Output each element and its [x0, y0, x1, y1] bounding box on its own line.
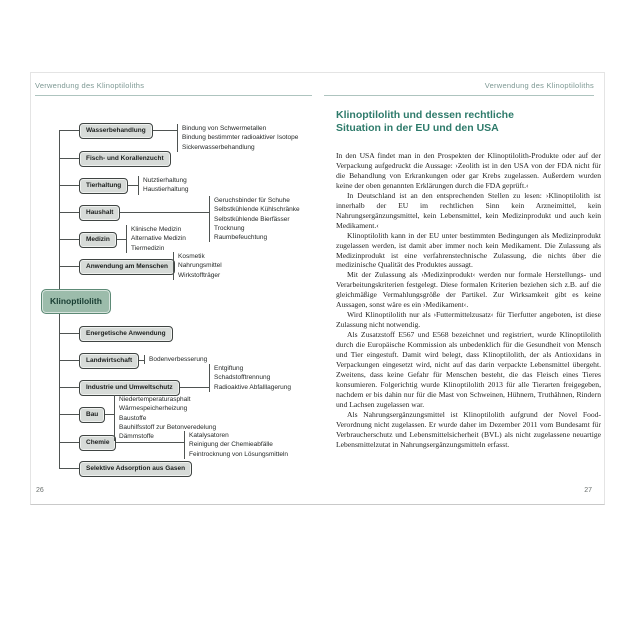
applications-diagram: [31, 73, 318, 506]
diagram-leaf-item: Tiermedizin: [131, 244, 165, 252]
diagram-leaf-item: Entgiftung: [214, 365, 244, 372]
leaf-list-chemie: [184, 431, 288, 459]
diagram-leaf-item: Katalysatoren: [189, 432, 229, 439]
diagram-leaf-item: Dämmstoffe: [119, 433, 154, 441]
body-text: [336, 151, 601, 450]
leaf-list-landwirtschaft: [144, 355, 207, 364]
left-page-number: 26: [36, 487, 44, 494]
diagram-node-haushalt: Haushalt: [79, 205, 120, 221]
diagram-leaf-item: Feintrocknung von Lösungsmitteln: [189, 450, 289, 458]
leaf-list-industrie: [209, 364, 291, 392]
body-paragraph: Mit der Zulassung als ›Medizinprodukt‹ werden nur formale Herstellungs- und Verarbeitungskriterien festgelegt. Diese formalen Kriterien beziehen sich z.B. auf die gleichmäßige Vermahlungsgröße der Partikel. Zur Wirksamkeit gibt es keine Aussagen, sonst wäre es ein ›Medikament‹.: [336, 270, 601, 310]
section-title: [336, 109, 514, 135]
diagram-leaf-item: Bodenverbesserung: [149, 356, 208, 363]
leaf-list-wasserbehandlung: [177, 124, 298, 152]
diagram-leaf-item: Bindung bestimmter radioaktiver Isotope: [182, 134, 299, 142]
diagram-leaf-item: Selbstkühlende Bierfässer: [214, 215, 290, 223]
diagram-leaf-item: Haustierhaltung: [143, 186, 189, 194]
diagram-node-anwendung-am-menschen: Anwendung am Menschen: [79, 259, 175, 275]
diagram-node-tierhaltung: Tierhaltung: [79, 178, 128, 194]
body-paragraph: Als Zusatzstoff E567 und E568 bezeichnet und registriert, wurde Klinoptilolith durch die Europäische Kommission als unbedenklich für die Gesundheit von Mensch und Tier eingestuft. Damit wird belegt, dass Klinoptilolith, der als Antioxidans in Verpackungen eingesetzt wird, nicht auf das darin verpackte Lebensmittel übergeht. Zweitens, dass keine Gefahr für Menschen besteht, die das Fleisch eines Tieres konsumieren. Folgerichtig wurde Klinoptilolith 2013 für alle Tierarten freigegeben, nachdem er bis dahin nur für die Mast von Schweinen, Hühnern, Truthähnen, Rindern und Lachsen zugelassen war.: [336, 330, 601, 409]
diagram-leaf-item: Nahrungsmittel: [178, 262, 222, 270]
body-paragraph: In den USA findet man in den Prospekten der Klinoptilolith-Produkte oder auf der Verpackung aufgedruckt die Aussage: ›Zeolith ist in den USA von der FDA nicht für die Behandlung von Erkrankungen oder gar Krebs zugelassen. Außerdem wurden keine der oben genannten Erklärungen durch die FDA geprüft.‹: [336, 151, 601, 190]
diagram-leaf-item: Selbstkühlende Kühlschränke: [214, 206, 300, 214]
connector-line: [59, 442, 184, 443]
diagram-leaf-item: Geruchsbinder für Schuhe: [214, 197, 290, 204]
diagram-node-selektive-adsorption: Selektive Adsorption aus Gasen: [79, 461, 192, 477]
diagram-leaf-item: Radioaktive Abfalllagerung: [214, 383, 291, 391]
leaf-list-haushalt: [209, 196, 300, 242]
diagram-leaf-item: Klinische Medizin: [131, 226, 182, 233]
diagram-leaf-item: Alternative Medizin: [131, 235, 186, 243]
diagram-node-chemie: Chemie: [79, 435, 116, 451]
right-header-rule: [324, 95, 594, 96]
section-title-line1: Klinoptilolith und dessen rechtliche: [336, 109, 514, 121]
left-page: [31, 73, 318, 504]
diagram-leaf-item: Niedertemperaturasphalt: [119, 396, 191, 403]
diagram-leaf-item: Sickerwasserbehandlung: [182, 143, 255, 151]
diagram-node-wasserbehandlung: Wasserbehandlung: [79, 123, 153, 139]
diagram-node-industrie-und-umweltschutz: Industrie und Umweltschutz: [79, 380, 180, 396]
book-spread: [30, 72, 605, 505]
diagram-leaf-item: Wärmespeicherheizung: [119, 405, 188, 413]
diagram-leaf-item: Kosmetik: [178, 253, 205, 260]
leaf-list-anwendung-am-menschen: [173, 252, 222, 280]
right-page: [316, 73, 604, 504]
diagram-root-node: Klinoptilolith: [41, 289, 111, 314]
diagram-node-bau: Bau: [79, 407, 105, 423]
diagram-leaf-item: Wirkstoffträger: [178, 271, 221, 279]
diagram-node-medizin: Medizin: [79, 232, 117, 248]
diagram-node-fisch-und-korallenzucht: Fisch- und Korallenzucht: [79, 151, 171, 167]
diagram-leaf-item: Bindung von Schwermetallen: [182, 125, 267, 132]
right-running-header: Verwendung des Klinoptiloliths: [484, 81, 594, 90]
body-paragraph: Klinoptilolith kann in der EU unter bestimmten Bedingungen als Medizinprodukt zugelassen werden, ist damit aber immer noch kein Medikament. Die Zulassung als Medizinprodukt ist eine verfahrenstechnische Zulassung, die nichts über die medizinische Qualität des Produktes aussagt.: [336, 230, 601, 270]
leaf-list-tierhaltung: [138, 176, 189, 195]
right-page-number: 27: [584, 487, 592, 494]
diagram-leaf-item: Bauhilfsstoff zur Betonveredelung: [119, 423, 217, 431]
diagram-leaf-item: Schadstofftrennung: [214, 374, 271, 382]
diagram-node-landwirtschaft: Landwirtschaft: [79, 353, 139, 369]
left-running-header: Verwendung des Klinoptiloliths: [35, 81, 145, 90]
leaf-list-medizin: [126, 225, 186, 253]
diagram-node-energetische-anwendung: Energetische Anwendung: [79, 326, 173, 342]
diagram-leaf-item: Raumbefeuchtung: [214, 234, 268, 242]
body-paragraph: Wird Klinoptilolith nur als ›Futtermittelzusatz‹ für Tierfutter angeboten, ist diese Zulassung nicht notwendig.: [336, 310, 601, 330]
diagram-leaf-item: Baustoffe: [119, 414, 147, 422]
section-title-line2: Situation in der EU und den USA: [336, 122, 499, 134]
diagram-leaf-item: Nutztierhaltung: [143, 177, 187, 184]
body-paragraph: Als Nahrungsergänzungsmittel ist Klinoptilolith aufgrund der Novel Food-Verordnung nicht zugelassen. Er wurde daher im Dezember 2011 vom Bundesamt für Verbraucherschutz und Lebensmittelsicherheit (BVL) als nicht zugelassene neuartige Lebensmittelzutat in Nahrungsergänzungsmitteln erfasst.: [336, 409, 601, 449]
body-paragraph: In Deutschland ist an den entsprechenden Stellen zu lesen: ›Klinoptilolith ist innerhalb der EU im rechtlichen Sinn kein Arzneimittel, kein Nahrungsergänzungsmittel, kein Lebensmittel, kein Medizinprodukt und auch kein Medikament.‹: [336, 190, 601, 230]
diagram-leaf-item: Reinigung der Chemieabfälle: [189, 441, 273, 449]
diagram-leaf-item: Trocknung: [214, 224, 245, 232]
